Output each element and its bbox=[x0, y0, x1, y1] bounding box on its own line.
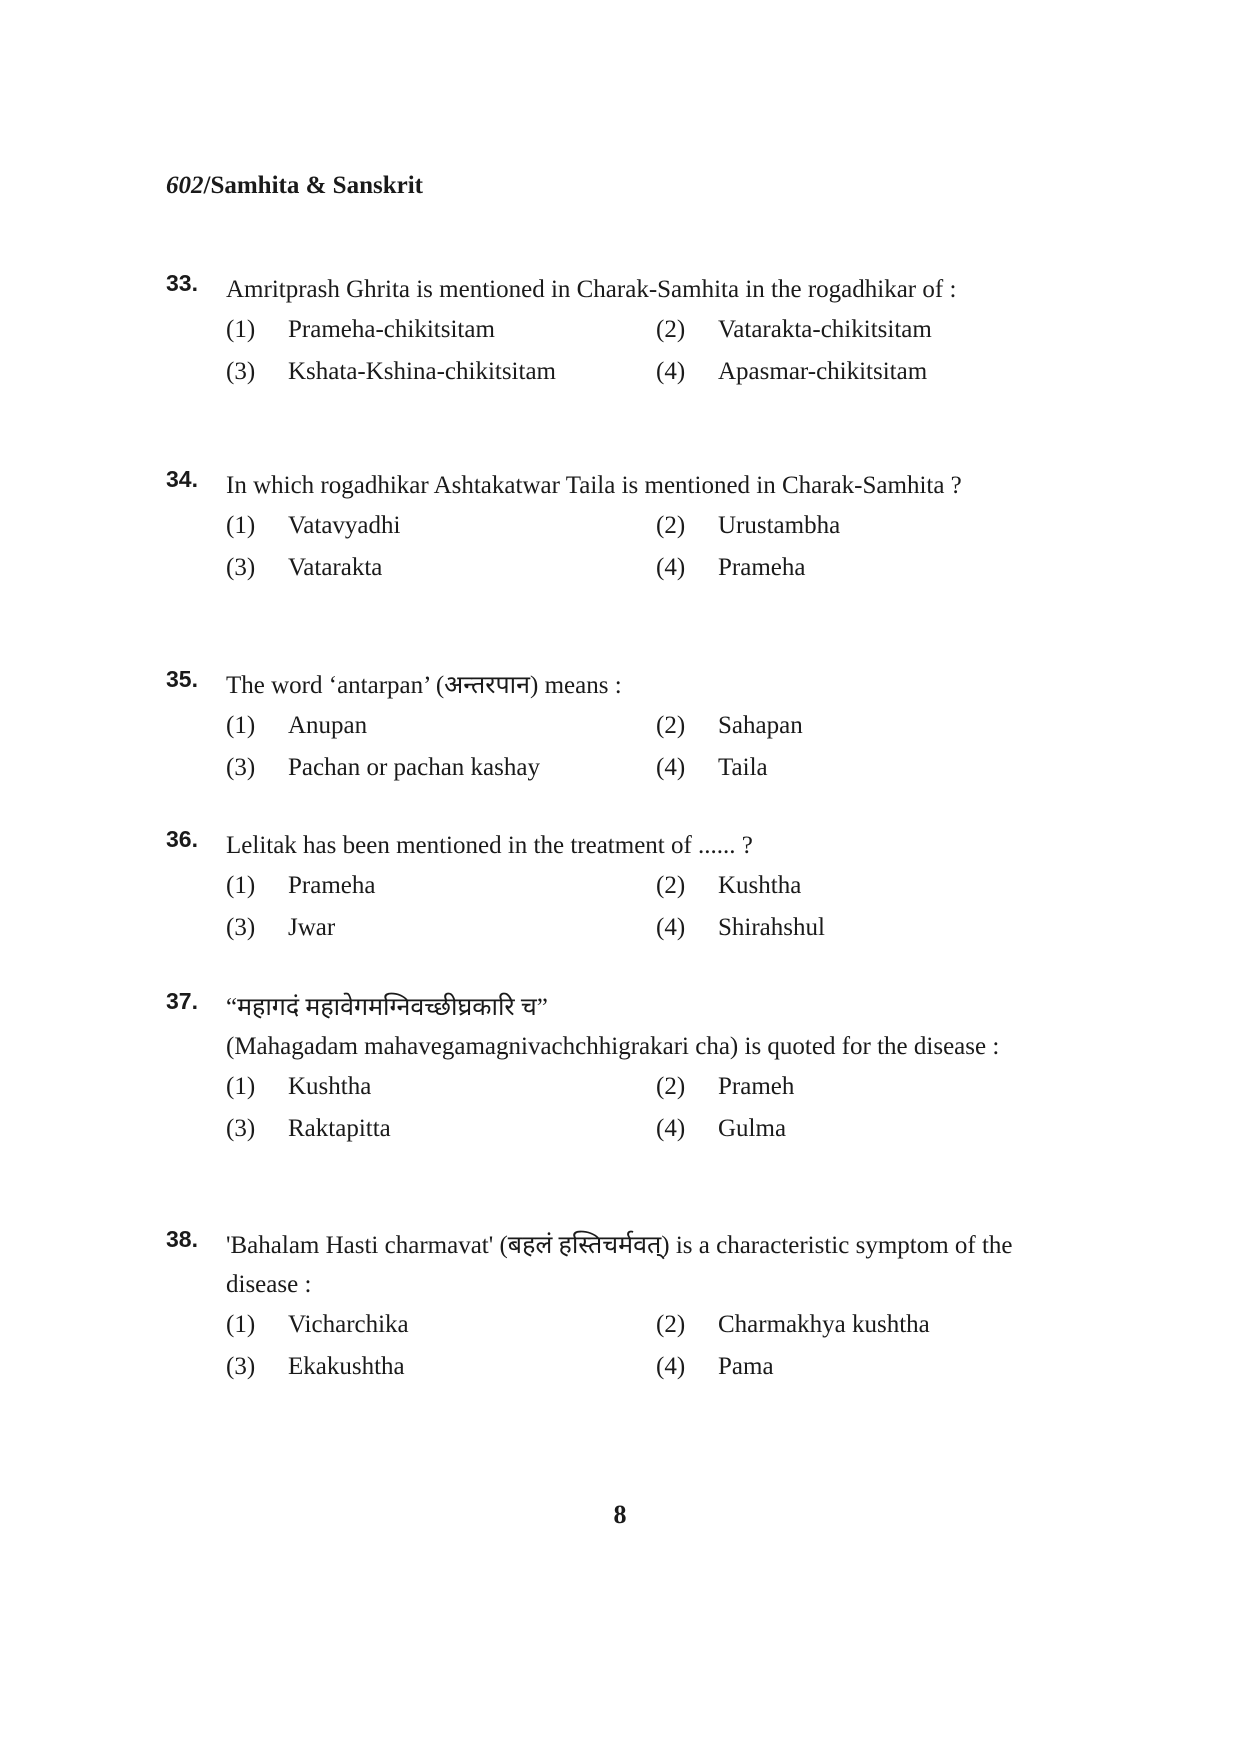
question-34 bbox=[0, 466, 1240, 589]
question-number: 33. bbox=[166, 270, 198, 296]
option-3[interactable]: (3) Kshata-Kshina-chikitsitam bbox=[226, 358, 556, 385]
option-3[interactable]: (3) Pachan or pachan kashay bbox=[226, 754, 540, 781]
option-1[interactable]: (1) Vatavyadhi bbox=[226, 512, 401, 539]
option-4[interactable]: (4) Apasmar-chikitsitam bbox=[656, 358, 928, 385]
question-number: 38. bbox=[166, 1226, 198, 1252]
options bbox=[226, 1066, 1086, 1150]
question-text: In which rogadhikar Ashtakatwar Taila is mentioned in Charak-Samhita ? bbox=[226, 472, 962, 499]
question-number: 37. bbox=[166, 988, 198, 1014]
option-4[interactable]: (4) Shirahshul bbox=[656, 914, 825, 941]
option-2[interactable]: (2) Prameh bbox=[656, 1073, 795, 1100]
option-1[interactable]: (1) Vicharchika bbox=[226, 1311, 409, 1338]
question-text: The word ‘antarpan’ (अन्तरपान) means : bbox=[226, 672, 622, 699]
question-number: 34. bbox=[166, 466, 198, 492]
options bbox=[226, 309, 1086, 393]
question-35 bbox=[0, 666, 1240, 789]
sanskrit-quote: “महागदं महावेगमग्निवच्छीघ्रकारि च” bbox=[226, 994, 548, 1021]
option-1[interactable]: (1) Kushtha bbox=[226, 1073, 372, 1100]
option-1[interactable]: (1) Prameha-chikitsitam bbox=[226, 316, 495, 343]
option-2[interactable]: (2) Urustambha bbox=[656, 512, 841, 539]
options bbox=[226, 1304, 1086, 1388]
page-header bbox=[166, 172, 423, 200]
paper-title: /Samhita & Sanskrit bbox=[203, 172, 423, 199]
question-text: (Mahagadam mahavegamagnivachchhigrakari cha) is quoted for the disease : bbox=[226, 1033, 1000, 1060]
option-1[interactable]: (1) Prameha bbox=[226, 872, 376, 899]
option-2[interactable]: (2) Vatarakta-chikitsitam bbox=[656, 316, 932, 343]
question-text: Amritprash Ghrita is mentioned in Charak-Samhita in the rogadhikar of : bbox=[226, 276, 957, 303]
option-4[interactable]: (4) Pama bbox=[656, 1353, 774, 1380]
question-number: 36. bbox=[166, 826, 198, 852]
options bbox=[226, 505, 1086, 589]
option-3[interactable]: (3) Ekakushtha bbox=[226, 1353, 405, 1380]
option-4[interactable]: (4) Prameha bbox=[656, 554, 806, 581]
question-37 bbox=[0, 988, 1240, 1150]
option-1[interactable]: (1) Anupan bbox=[226, 712, 368, 739]
paper-code: 602 bbox=[166, 172, 204, 199]
option-3[interactable]: (3) Vatarakta bbox=[226, 554, 383, 581]
option-3[interactable]: (3) Raktapitta bbox=[226, 1115, 391, 1142]
question-number: 35. bbox=[166, 666, 198, 692]
option-4[interactable]: (4) Taila bbox=[656, 754, 768, 781]
question-36 bbox=[0, 826, 1240, 949]
option-2[interactable]: (2) Charmakhya kushtha bbox=[656, 1311, 930, 1338]
option-3[interactable]: (3) Jwar bbox=[226, 914, 336, 941]
question-38 bbox=[0, 1226, 1240, 1388]
question-33 bbox=[0, 270, 1240, 393]
page-number: 8 bbox=[613, 1500, 627, 1529]
question-text: Lelitak has been mentioned in the treatment of ...... ? bbox=[226, 832, 753, 859]
option-2[interactable]: (2) Kushtha bbox=[656, 872, 802, 899]
options bbox=[226, 705, 1086, 789]
options bbox=[226, 865, 1086, 949]
option-2[interactable]: (2) Sahapan bbox=[656, 712, 803, 739]
question-text: 'Bahalam Hasti charmavat' (बहलं हस्तिचर्मवत्) is a characteristic symptom of the disease : bbox=[226, 1232, 1013, 1298]
option-4[interactable]: (4) Gulma bbox=[656, 1115, 787, 1142]
